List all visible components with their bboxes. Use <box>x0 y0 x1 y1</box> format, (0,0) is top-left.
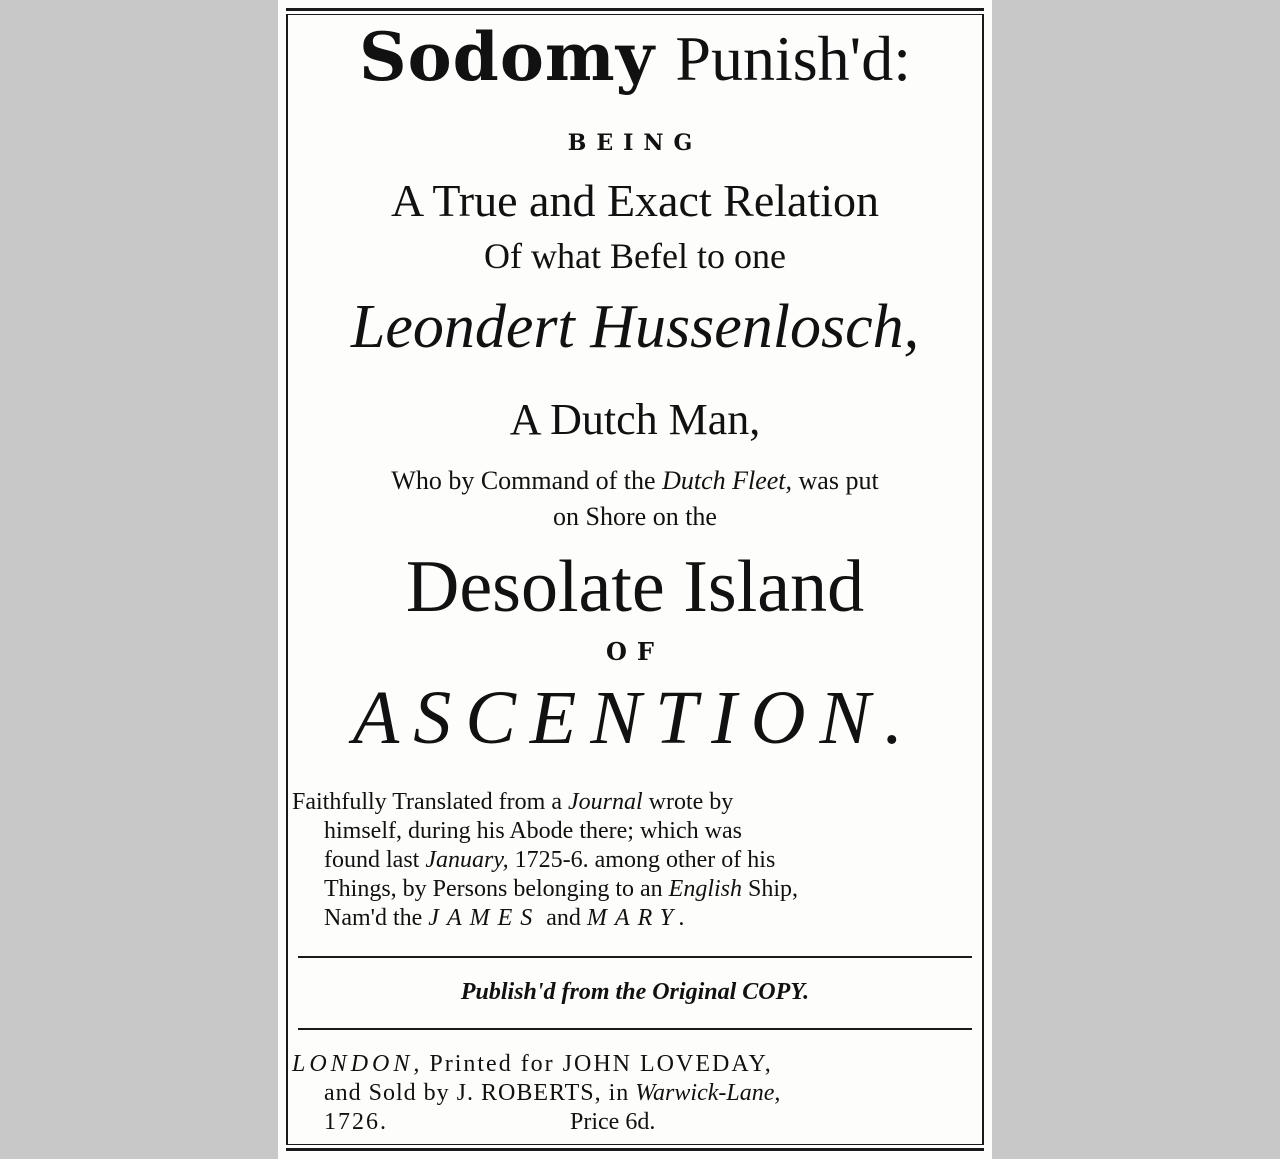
t4a: Things, by Persons belonging to an <box>324 876 663 902</box>
imprint-line-3 <box>292 1108 978 1137</box>
divider-1 <box>298 956 972 958</box>
imprint-seller: and Sold by J. ROBERTS, in <box>324 1080 630 1106</box>
title-page <box>278 0 992 1159</box>
island-heading: Desolate Island <box>405 546 865 628</box>
command-line-1 <box>278 468 992 494</box>
imprint-line-2 <box>292 1079 978 1108</box>
top-rule <box>286 8 984 11</box>
title-word-punished: Punish'd: <box>675 23 911 94</box>
being-heading: BEING <box>567 130 703 156</box>
translation-paragraph <box>292 788 978 933</box>
t4b: English <box>668 876 742 902</box>
command-text-c: was put <box>798 466 879 495</box>
title-word-sodomy: Sodomy <box>359 18 656 96</box>
main-title <box>278 18 992 96</box>
t3b: January, <box>425 847 509 873</box>
person-name: Leondert Hussenlosch, <box>350 293 920 361</box>
command-text-fleet: Dutch Fleet, <box>662 466 793 495</box>
t1b: from a <box>498 789 562 815</box>
of-heading: OF <box>606 637 664 666</box>
divider-2 <box>298 1028 972 1030</box>
imprint-line-1 <box>292 1050 978 1079</box>
translation-line-4 <box>292 875 978 904</box>
t4c: Ship, <box>748 876 799 902</box>
imprint-price: Price 6d. <box>570 1109 656 1135</box>
translation-line-3 <box>292 846 978 875</box>
t5b: JAMES <box>428 905 541 931</box>
imprint-london: LONDON, <box>292 1051 424 1077</box>
command-line-2: on Shore on the <box>553 502 717 531</box>
imprint-lane: Warwick-Lane, <box>635 1080 781 1106</box>
subtitle-line-2: Of what Befel to one <box>484 236 786 276</box>
t3c: 1725-6. among other of his <box>514 847 776 873</box>
imprint-year: 1726. <box>324 1109 388 1135</box>
t1a: Faithfully Translated <box>292 789 493 815</box>
imprint <box>292 1050 978 1137</box>
translation-line-1 <box>292 788 978 817</box>
bottom-rule <box>286 1148 984 1151</box>
translation-line-2 <box>292 817 978 846</box>
nationality: A Dutch Man, <box>509 395 761 444</box>
place-heading: ASCENTION. <box>352 676 918 760</box>
imprint-printer: Printed for JOHN LOVEDAY, <box>429 1051 773 1077</box>
translation-line-5 <box>292 904 978 933</box>
t1c: Journal <box>567 789 643 815</box>
t2b: during his Abode there; <box>408 818 634 844</box>
t5c: and <box>546 905 581 931</box>
t5a: Nam'd the <box>324 905 423 931</box>
subtitle-line-1: A True and Exact Relation <box>390 175 880 226</box>
t3a: found last <box>324 847 420 873</box>
t2c: which was <box>639 818 742 844</box>
t1d: wrote by <box>648 789 734 815</box>
command-text-a: Who by Command of the <box>391 466 656 495</box>
published-note: Publish'd from the Original COPY. <box>460 979 810 1005</box>
t2a: himself, <box>324 818 402 844</box>
t5d: MARY. <box>586 905 693 931</box>
